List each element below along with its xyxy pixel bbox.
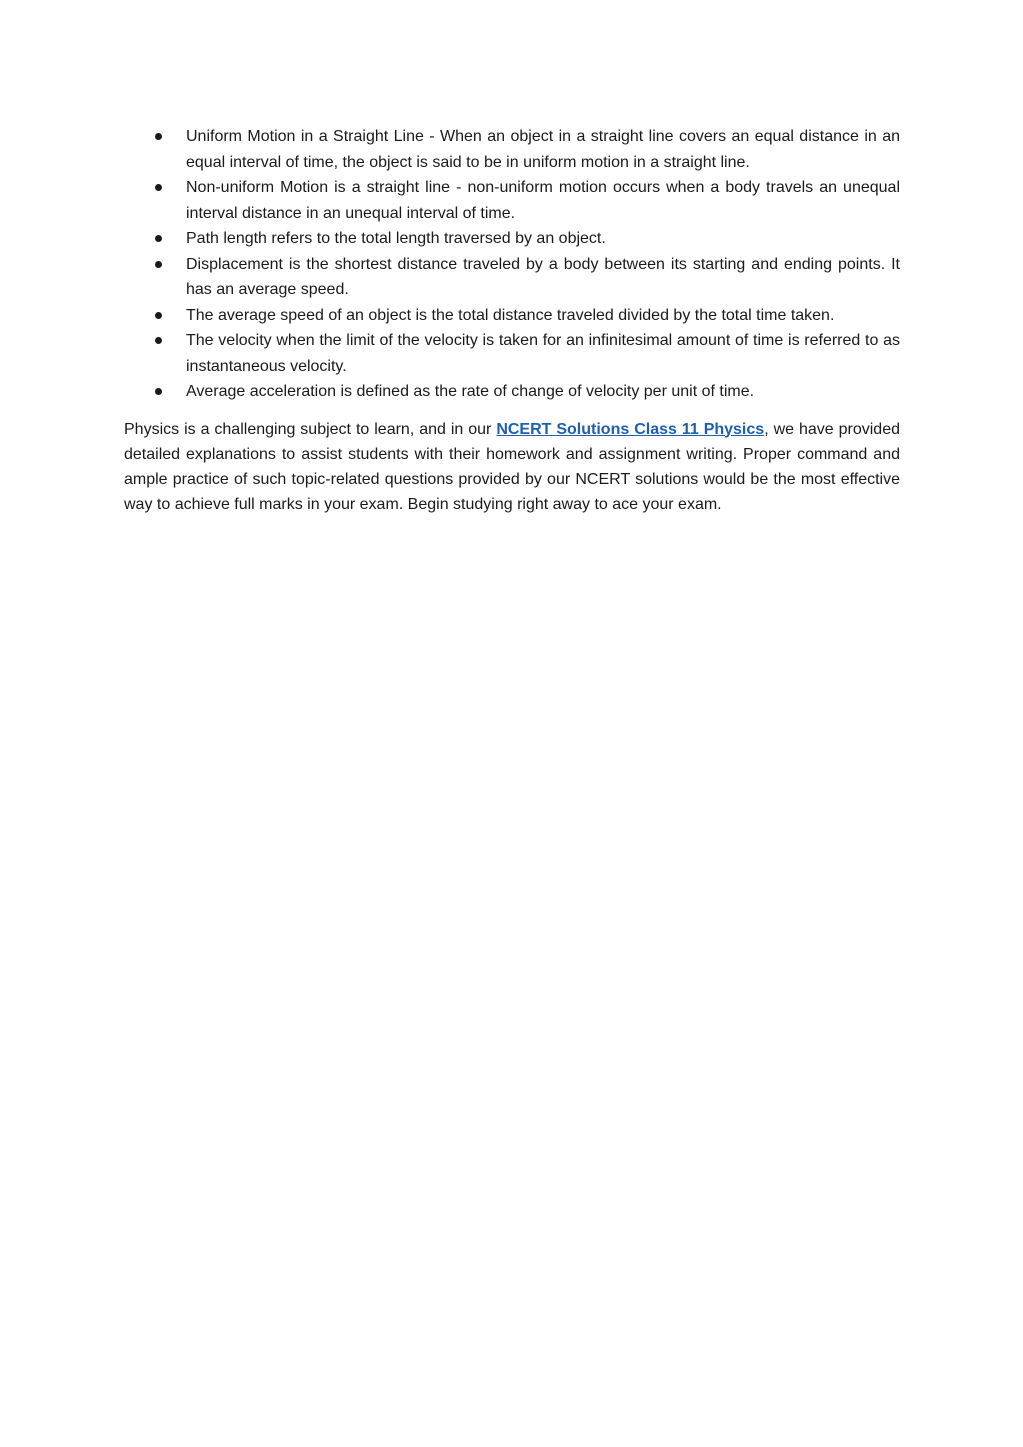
paragraph-text-after-link: , we have provided detailed explanations to assist students with their homework and assignment writing. Proper command and ample practice of such topic-related questions provided by our NCERT solutions would be the most effective way to achieve full marks in your exam. Begin studying right away to ace your exam. bbox=[124, 420, 900, 513]
list-item-text: The velocity when the limit of the velocity is taken for an infinitesimal amount of time is referred to as instantaneous velocity. bbox=[186, 332, 900, 375]
ncert-solutions-link[interactable]: NCERT Solutions Class 11 Physics bbox=[496, 420, 765, 438]
bullet-icon bbox=[155, 337, 162, 344]
list-item bbox=[124, 175, 900, 226]
list-item-text: Non-uniform Motion is a straight line - non-uniform motion occurs when a body travels an unequal interval distance in an unequal interval of time. bbox=[186, 179, 900, 222]
document-page bbox=[124, 124, 900, 517]
bullet-icon bbox=[155, 184, 162, 191]
list-item bbox=[124, 124, 900, 175]
closing-paragraph bbox=[124, 417, 900, 517]
list-item-text: Average acceleration is defined as the rate of change of velocity per unit of time. bbox=[186, 383, 755, 400]
bullet-list bbox=[124, 124, 900, 405]
paragraph-text-before-link: Physics is a challenging subject to learn, and in our bbox=[124, 420, 497, 438]
bullet-icon bbox=[155, 235, 162, 242]
bullet-icon bbox=[155, 261, 162, 268]
list-item bbox=[124, 303, 900, 329]
list-item bbox=[124, 328, 900, 379]
bullet-icon bbox=[155, 133, 162, 140]
bullet-icon bbox=[155, 388, 162, 395]
list-item-text: Displacement is the shortest distance traveled by a body between its starting and ending points. It has an average speed. bbox=[186, 255, 900, 298]
list-item-text: Path length refers to the total length traversed by an object. bbox=[186, 230, 606, 247]
list-item bbox=[124, 226, 900, 252]
list-item bbox=[124, 252, 900, 303]
list-item-text: The average speed of an object is the total distance traveled divided by the total time taken. bbox=[186, 306, 835, 324]
bullet-icon bbox=[155, 312, 162, 319]
list-item-text: Uniform Motion in a Straight Line - When an object in a straight line covers an equal distance in an equal interval of time, the object is said to be in uniform motion in a straight line. bbox=[186, 128, 900, 171]
list-item bbox=[124, 379, 900, 405]
